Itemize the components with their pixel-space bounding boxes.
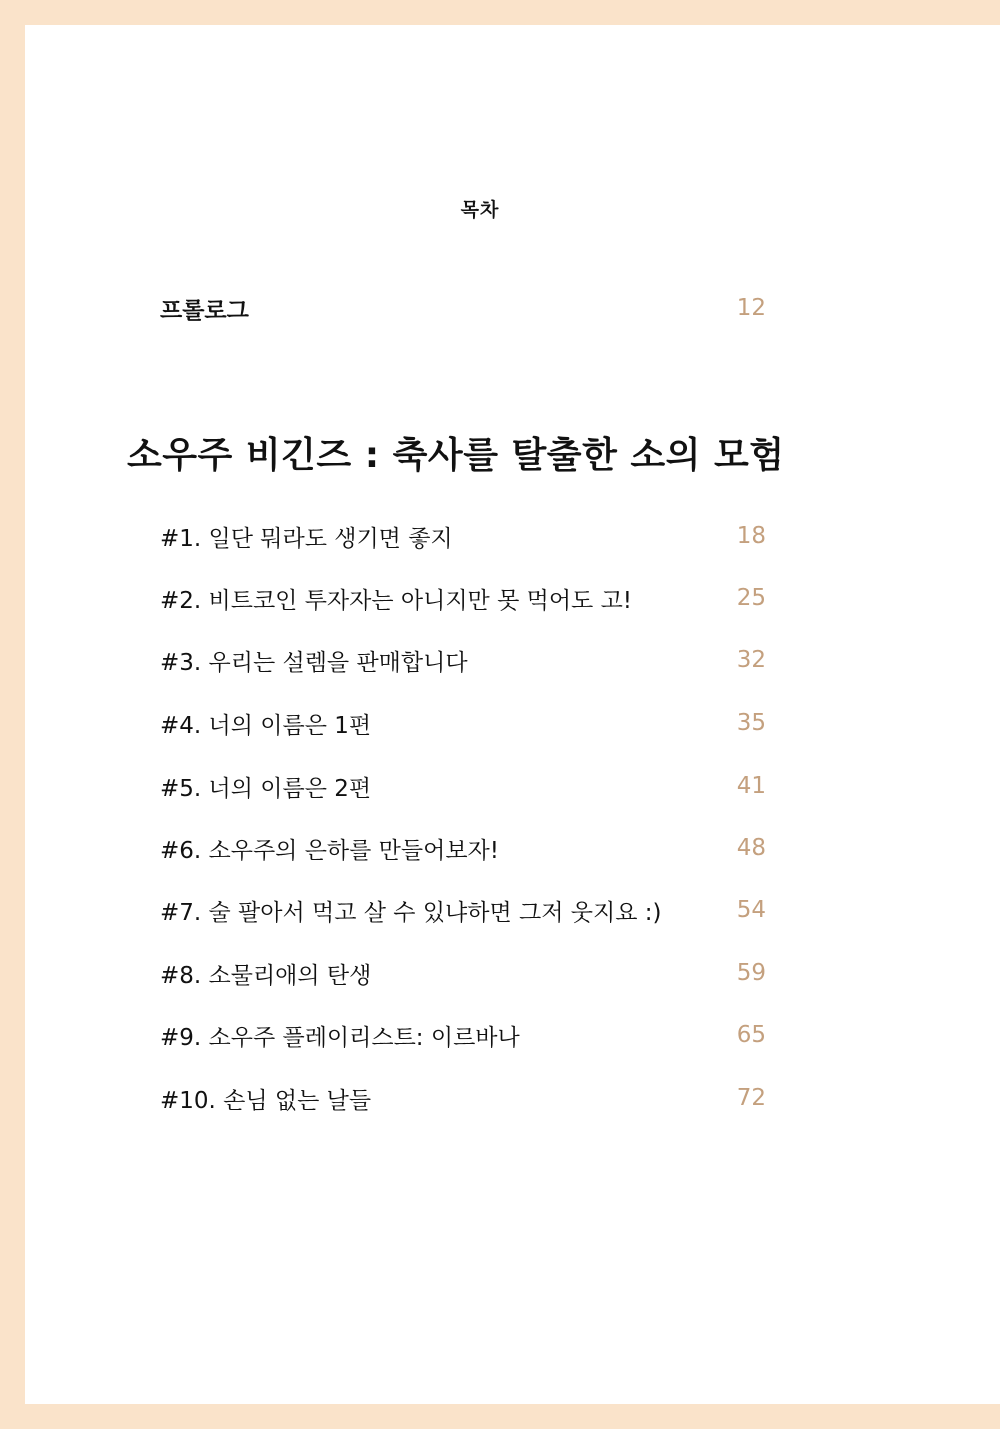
toc-entry-label: #1. 일단 뭐라도 생기면 좋지 <box>160 525 453 552</box>
toc-entry-page: 54 <box>736 897 766 923</box>
toc-entry-label: #2. 비트코인 투자자는 아니지만 못 먹어도 고! <box>160 587 633 614</box>
toc-entry[interactable] <box>160 642 766 678</box>
toc-entry-page: 59 <box>736 960 766 986</box>
toc-entry[interactable] <box>160 768 766 804</box>
toc-entry-page: 65 <box>736 1022 766 1048</box>
toc-entry[interactable] <box>160 955 766 991</box>
toc-entry-label: #6. 소우주의 은하를 만들어보자! <box>160 837 499 864</box>
toc-entry-page: 48 <box>736 835 766 861</box>
toc-entry-label: #4. 너의 이름은 1편 <box>160 712 372 739</box>
toc-entry-page: 35 <box>736 710 766 736</box>
toc-entry-page: 25 <box>736 585 766 611</box>
toc-entry-prologue[interactable] <box>160 290 766 326</box>
section-title: 소우주 비긴즈 : 축사를 탈출한 소의 모험 <box>127 435 785 476</box>
toc-heading: 목차 <box>460 199 500 221</box>
toc-entry-page: 32 <box>736 647 766 673</box>
toc-entry[interactable] <box>160 830 766 866</box>
toc-entry[interactable] <box>160 892 766 928</box>
toc-entry[interactable] <box>160 580 766 616</box>
toc-entry-page: 72 <box>736 1085 766 1111</box>
toc-entry-page: 41 <box>736 773 766 799</box>
toc-entry-label: #3. 우리는 설렘을 판매합니다 <box>160 649 468 676</box>
toc-entry-label: #10. 손님 없는 날들 <box>160 1087 372 1114</box>
toc-entry-page: 12 <box>736 295 766 321</box>
toc-entry[interactable] <box>160 1080 766 1116</box>
toc-entry[interactable] <box>160 1017 766 1053</box>
toc-entry-label: #5. 너의 이름은 2편 <box>160 775 372 802</box>
toc-page <box>25 25 1000 1404</box>
toc-entry-page: 18 <box>736 523 766 549</box>
toc-entry-label: #8. 소물리애의 탄생 <box>160 962 372 989</box>
toc-entry-label: #7. 술 팔아서 먹고 살 수 있냐하면 그저 웃지요 :) <box>160 899 662 926</box>
toc-entry-label: #9. 소우주 플레이리스트: 이르바나 <box>160 1024 520 1051</box>
toc-entry[interactable] <box>160 518 766 554</box>
toc-entry[interactable] <box>160 705 766 741</box>
toc-entry-label: 프롤로그 <box>160 297 249 324</box>
